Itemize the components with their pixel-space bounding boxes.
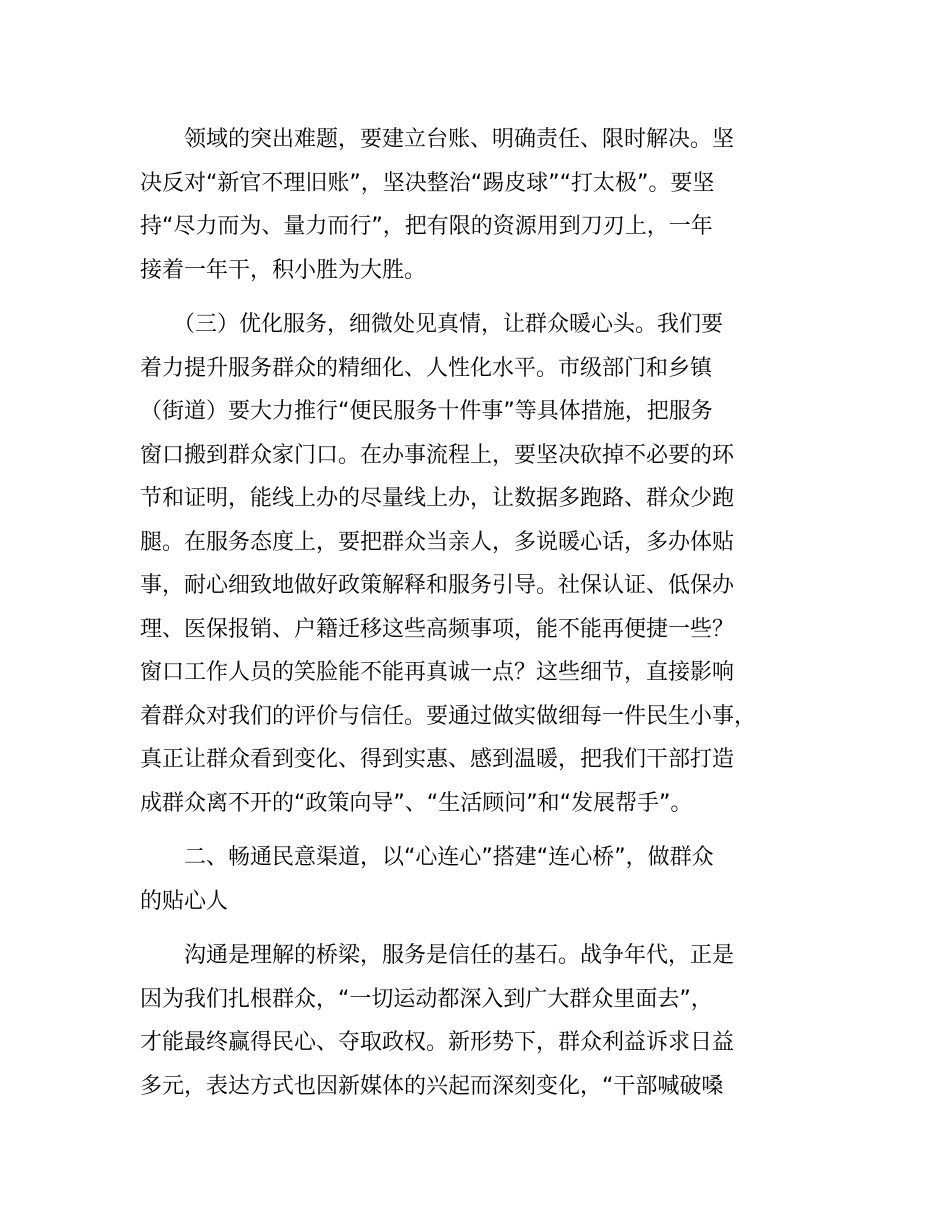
text-line: 窗口搬到群众家门口。在办事流程上，要坚决砍掉不必要的环 <box>140 442 735 468</box>
section-heading <box>140 836 830 923</box>
text-line: 窗口工作人员的笑脸能不能再真诚一点？这些细节，直接影响 <box>140 660 735 685</box>
text-line: 成群众离不开的“政策向导”、“生活顾问”和“发展帮手”。 <box>140 790 693 816</box>
text-line: 理、医保报销、户籍迁移这些高频事项，能不能再便捷一些？ <box>140 616 735 642</box>
text-line: 多元，表达方式也因新媒体的兴起而深刻变化，“干部喊破嗓 <box>140 1073 724 1099</box>
text-line: （三）优化服务，细微处见真情，让群众暖心头。我们要 <box>140 312 724 337</box>
text-line: 接着一年干，积小胜为大胜。 <box>140 257 427 283</box>
text-line: 才能最终赢得民心、夺取政权。新形势下，群众利益诉求日益 <box>140 1030 735 1055</box>
paragraph-communication <box>140 934 830 1108</box>
text-line: 持“尽力而为、量力而行”，把有限的资源用到刀刃上，一年 <box>140 214 713 239</box>
text-line: 腿。在服务态度上，要把群众当亲人，多说暖心话，多办体贴 <box>140 529 735 555</box>
text-line: 着群众对我们的评价与信任。要通过做实做细每一件民生小事， <box>140 703 757 729</box>
text-line: 真正让群众看到变化、得到实惠、感到温暖，把我们干部打造 <box>140 747 735 772</box>
text-line: 着力提升服务群众的精细化、人性化水平。市级部门和乡镇 <box>140 355 713 381</box>
text-line: 领域的突出难题，要建立台账、明确责任、限时解决。坚 <box>140 127 735 152</box>
text-line: 节和证明，能线上办的尽量线上办，让数据多跑路、群众少跑 <box>140 486 735 511</box>
text-line: 沟通是理解的桥梁，服务是信任的基石。战争年代，正是 <box>140 943 735 968</box>
text-line: （街道）要大力推行“便民服务十件事”等具体措施，把服务 <box>140 399 713 424</box>
paragraph-continuation <box>140 118 830 292</box>
text-line: 事，耐心细致地做好政策解释和服务引导。社保认证、低保办 <box>140 573 735 598</box>
heading-line: 的贴心人 <box>140 888 229 914</box>
heading-line: 二、畅通民意渠道，以“心连心”搭建“连心桥”，做群众 <box>140 845 714 870</box>
body-text <box>140 118 830 1108</box>
text-line: 决反对“新官不理旧账”，坚决整治“踢皮球”“打太极”。要坚 <box>140 170 715 196</box>
text-line: 因为我们扎根群众，“一切运动都深入到广大群众里面去”， <box>140 986 713 1012</box>
paragraph-optimize-service <box>140 303 830 825</box>
